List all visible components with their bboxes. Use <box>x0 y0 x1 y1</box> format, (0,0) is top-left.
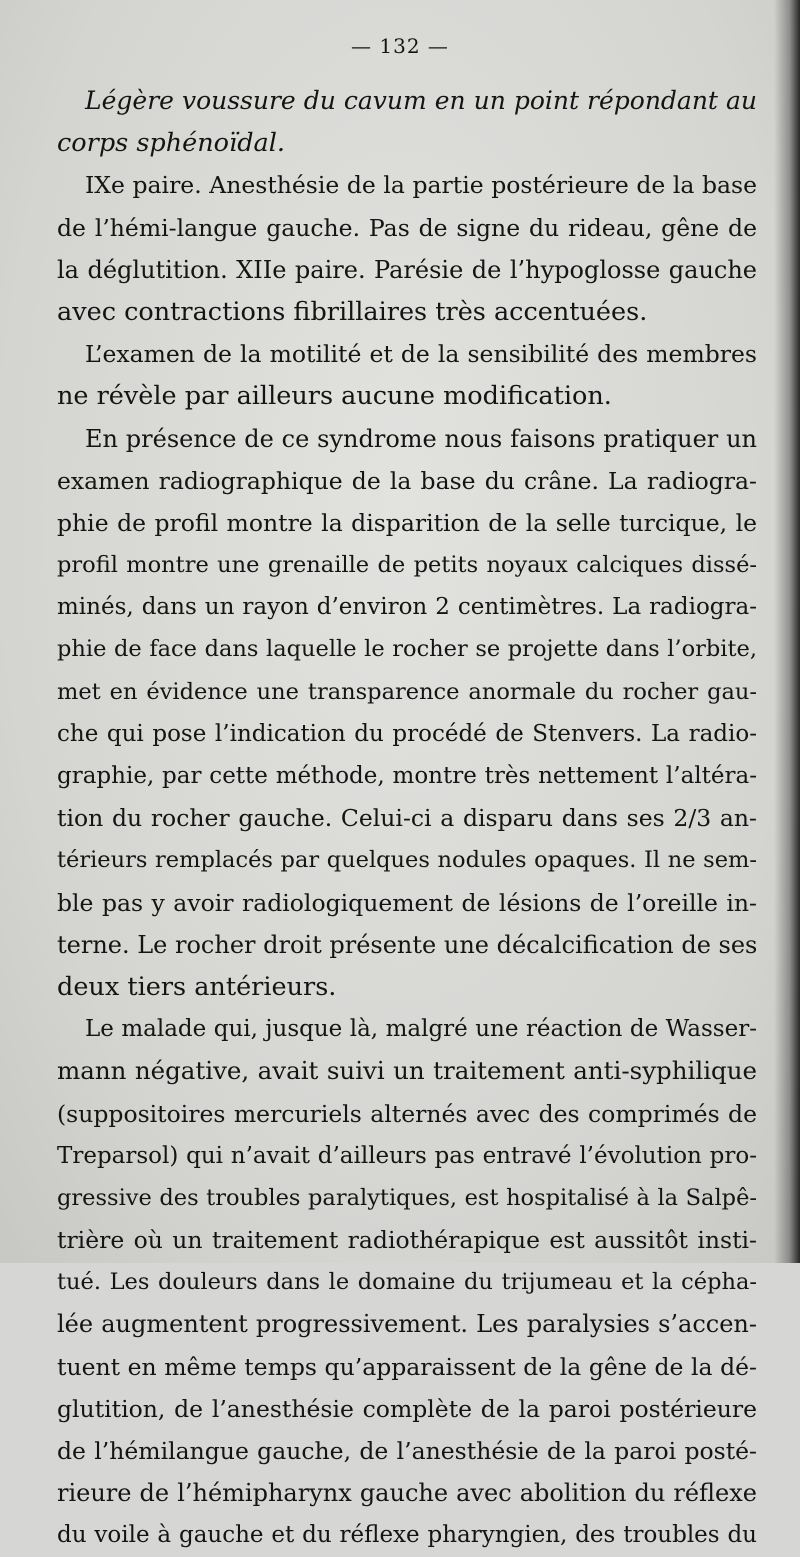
text-line: tion du rocher gauche. Celui-ci a disparu dans ses 2/3 an- <box>57 804 757 833</box>
text-line: de l’hémi-langue gauche. Pas de signe du rideau, gêne de <box>57 213 757 242</box>
text-line: térieurs remplacés par quelques nodules opaques. Il ne sem- <box>57 847 757 874</box>
text-line: la déglutition. XIIe paire. Parésie de l’hypoglosse gauche <box>57 255 757 284</box>
text-line: profil montre une grenaille de petits noyaux calciques dissé- <box>57 552 757 579</box>
text-line: minés, dans un rayon d’environ 2 centimètres. La radiogra- <box>57 594 757 621</box>
text-line: mann négative, avait suivi un traitement anti-syphilique <box>57 1056 757 1086</box>
text-line: L’examen de la motilité et de la sensibilité des membres <box>85 340 757 369</box>
text-line: met en évidence une transparence anormale du rocher gau- <box>57 678 757 705</box>
text-line: IXe paire. Anesthésie de la partie postérieure de la base <box>85 171 757 200</box>
text-line: avec contractions fibrillaires très accentuées. <box>57 296 648 327</box>
text-line: rieure de l’hémipharynx gauche avec abolition du réflexe <box>57 1479 757 1508</box>
text-line: phie de face dans laquelle le rocher se projette dans l’orbite, <box>57 636 757 663</box>
text-line: lée augmentent progressivement. Les paralysies s’accen- <box>57 1310 757 1339</box>
text-line: phie de profil montre la disparition de la selle turcique, le <box>57 508 757 537</box>
text-line: corps sphénoïdal. <box>57 128 285 159</box>
text-line: examen radiographique de la base du crâne. La radiogra- <box>57 466 757 495</box>
page-edge-shadow <box>774 0 800 1263</box>
text-line: glutition, de l’anesthésie complète de la paroi postérieure <box>57 1394 757 1423</box>
text-line: ble pas y avoir radiologiquement de lésions de l’oreille in- <box>57 888 757 917</box>
text-line: du voile à gauche et du réflexe pharyngien, des troubles du <box>57 1522 757 1549</box>
text-line: de l’hémilangue gauche, de l’anesthésie de la paroi posté- <box>57 1437 757 1465</box>
text-line: terne. Le rocher droit présente une décalcification de ses <box>57 930 758 959</box>
text-line: (suppositoires mercuriels alternés avec des comprimés de <box>57 1099 757 1128</box>
body-text <box>57 80 757 1557</box>
text-line: Légère voussure du cavum en un point répondant au <box>85 86 757 115</box>
text-line: ne révèle par ailleurs aucune modification. <box>57 381 612 412</box>
text-line: tuent en même temps qu’apparaissent de la gêne de la dé- <box>57 1352 757 1381</box>
text-line: che qui pose l’indication du procédé de Stenvers. La radio- <box>57 720 757 747</box>
text-line: deux tiers antérieurs. <box>57 971 337 1002</box>
text-line: graphie, par cette méthode, montre très nettement l’altéra- <box>57 763 757 789</box>
text-line: gressive des troubles paralytiques, est hospitalisé à la Salpê- <box>57 1184 757 1211</box>
page-number: — 132 — <box>351 34 449 58</box>
text-line: Treparsol) qui n’avait d’ailleurs pas entravé l’évolution pro- <box>57 1142 757 1169</box>
text-line: Le malade qui, jusque là, malgré une réaction de Wasser- <box>85 1016 757 1043</box>
text-line: En présence de ce syndrome nous faisons pratiquer un <box>85 424 757 453</box>
text-line: trière où un traitement radiothérapique est aussitôt insti- <box>57 1226 757 1255</box>
text-line: tué. Les douleurs dans le domaine du trijumeau et la cépha- <box>57 1269 757 1296</box>
